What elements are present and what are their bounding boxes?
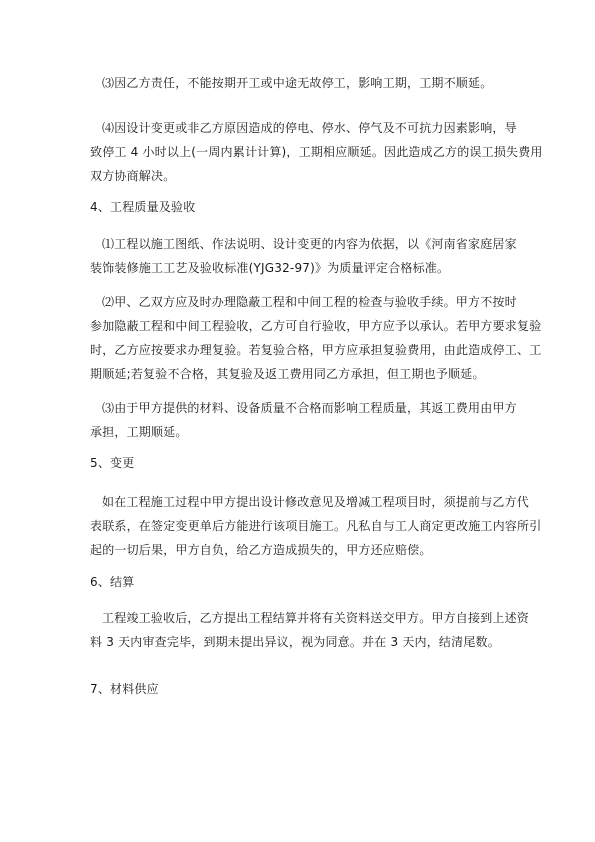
text-line: 如在工程施工过程中甲方提出设计修改意见及增减工程项目时，须提前与乙方代 [102,495,530,509]
text-line: 工程竣工验收后，乙方提出工程结算并将有关资料送交甲方。甲方自接到上述资 [102,611,530,625]
section-heading-text: 5、变更 [90,456,135,470]
section-heading-text: 6、结算 [90,575,135,589]
text-line: ⑶由于甲方提供的材料、设备质量不合格而影响工程质量，其返工费用由甲方 [102,401,517,415]
text-line: 致停工 4 小时以上(一周内累计计算)，工期相应顺延。因此造成乙方的误工损失费用 [90,145,543,159]
paragraph-4-force-majeure [90,116,543,188]
section-heading-text: 4、工程质量及验收 [90,200,196,214]
section-heading-changes [90,451,530,475]
text-line: 期顺延;若复验不合格，其复验及返工费用同乙方承担，但工期也予顺延。 [90,367,485,381]
text-line: 起的一切后果，甲方自负，给乙方造成损失的，甲方还应赔偿。 [90,543,432,557]
section-heading-text: 7、材料供应 [90,682,159,696]
section-heading-materials [90,677,530,701]
text-line: 双方协商解决。 [90,169,176,183]
paragraph-1-standards [90,232,530,280]
text-line: 表联系，在签定变更单后方能进行该项目施工。凡私自与工人商定更改施工内容所引 [90,519,542,533]
text-line: 装饰装修施工工艺及验收标准(YJG32-97)》为质量评定合格标准。 [90,261,450,275]
text-line: 参加隐蔽工程和中间工程验收，乙方可自行验收，甲方应予以承认。若甲方要求复验 [90,319,542,333]
paragraph-3-material-quality [90,396,530,444]
section-heading-quality [90,195,530,219]
text-line: ⑴工程以施工图纸、作法说明、设计变更的内容为依据，以《河南省家庭居家 [102,237,517,251]
text-line: 承担，工期顺延。 [90,425,188,439]
text-line: ⑶因乙方责任，不能按期开工或中途无故停工，影响工期，工期不顺延。 [102,76,493,90]
text-line: ⑵甲、乙双方应及时办理隐蔽工程和中间工程的检查与验收手续。甲方不按时 [102,295,517,309]
text-line: ⑷因设计变更或非乙方原因造成的停电、停水、停气及不可抗力因素影响，导 [102,121,517,135]
paragraph-settlement [90,606,530,654]
section-heading-settlement [90,570,530,594]
text-line: 料 3 天内审查完毕，到期未提出异议，视为同意。并在 3 天内，结清尾数。 [90,635,500,649]
paragraph-2-inspection [90,290,542,386]
paragraph-3-delay-responsibility [90,71,530,95]
paragraph-changes [90,490,542,562]
text-line: 时，乙方应按要求办理复验。若复验合格，甲方应承担复验费用，由此造成停工、工 [90,343,542,357]
